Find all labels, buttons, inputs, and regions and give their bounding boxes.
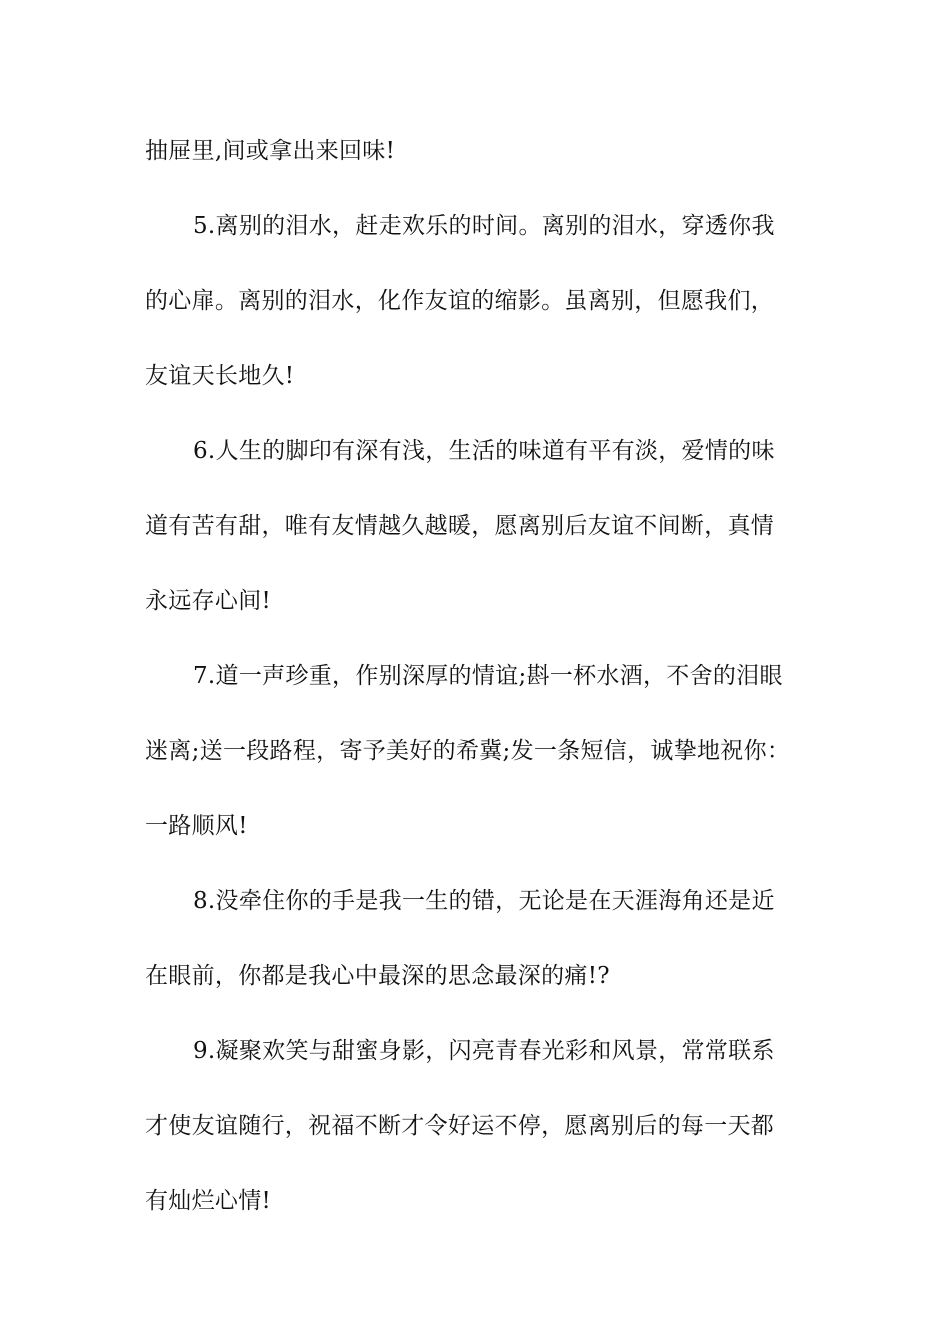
text-line: 抽屉里,间或拿出来回味! <box>145 138 396 164</box>
paragraph-8-line: 8.没牵住你的手是我一生的错，无论是在天涯海角还是近 <box>193 888 775 914</box>
text-line: 的心扉。离别的泪水，化作友谊的缩影。虽离别，但愿我们， <box>145 288 775 314</box>
text-line: 在眼前，你都是我心中最深的思念最深的痛!? <box>145 963 610 989</box>
text-line: 道有苦有甜，唯有友情越久越暖，愿离别后友谊不间断，真情 <box>145 513 775 539</box>
paragraph-7-line: 7.道一声珍重，作别深厚的情谊;斟一杯水酒，不舍的泪眼 <box>193 663 783 689</box>
paragraph-5-line: 5.离别的泪水，赶走欢乐的时间。离别的泪水，穿透你我 <box>193 213 775 239</box>
text-line: 有灿烂心情! <box>145 1188 272 1214</box>
text-line: 一路顺风! <box>145 813 248 839</box>
paragraph-9-line: 9.凝聚欢笑与甜蜜身影，闪亮青春光彩和风景，常常联系 <box>193 1038 775 1064</box>
text-line: 迷离;送一段路程，寄予美好的希冀;发一条短信，诚挚地祝你： <box>145 738 791 764</box>
paragraph-6-line: 6.人生的脚印有深有浅，生活的味道有平有淡，爱情的味 <box>193 438 775 464</box>
text-line: 永远存心间! <box>145 588 272 614</box>
text-line: 友谊天长地久! <box>145 363 295 389</box>
text-line: 才使友谊随行，祝福不断才令好运不停，愿离别后的每一天都 <box>145 1113 775 1139</box>
